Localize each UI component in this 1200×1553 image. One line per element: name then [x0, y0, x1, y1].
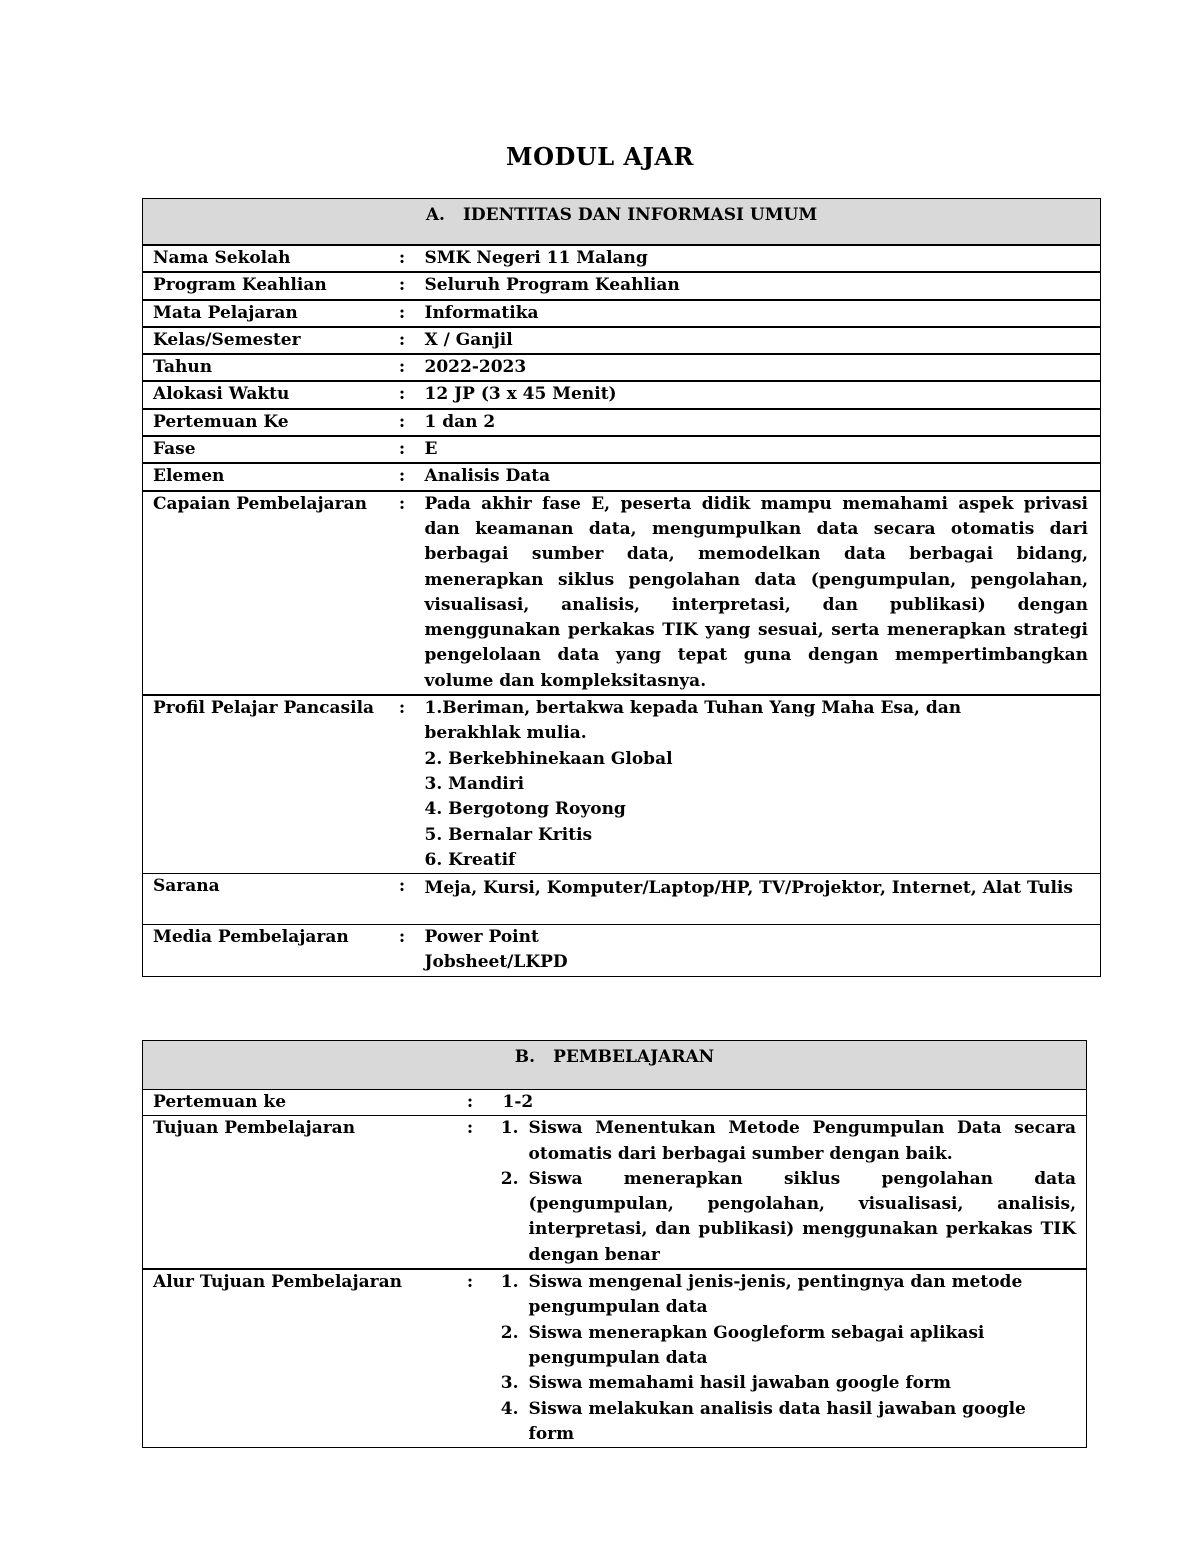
identity-row	[143, 409, 1101, 436]
list-item	[483, 1371, 1077, 1396]
tujuan-label: Tujuan Pembelajaran	[143, 1116, 458, 1269]
document-title: MODUL AJAR	[506, 142, 694, 171]
identity-row	[143, 436, 1101, 463]
list-item-number: 1.	[500, 1118, 519, 1139]
tujuan-row	[143, 1116, 1087, 1269]
identity-row	[143, 354, 1101, 381]
identity-value: Seluruh Program Keahlian	[415, 272, 1101, 299]
section-b-heading: PEMBELAJARAN	[553, 1047, 715, 1067]
colon: :	[390, 300, 415, 327]
section-a-header	[143, 199, 1101, 246]
list-item-number: 1.	[500, 1272, 519, 1293]
media-row	[143, 925, 1101, 977]
list-item-text: Siswa melakukan analisis data hasil jawaban google form	[528, 1398, 1026, 1444]
section-b-header	[143, 1041, 1087, 1090]
identity-row	[143, 463, 1101, 490]
colon: :	[390, 409, 415, 436]
profil-item: berakhlak mulia.	[424, 723, 587, 744]
identity-label: Mata Pelajaran	[143, 300, 390, 327]
section-b-letter: B.	[514, 1047, 536, 1067]
identity-value: SMK Negeri 11 Malang	[415, 245, 1101, 272]
identity-value: 1 dan 2	[415, 409, 1101, 436]
identity-label: Elemen	[143, 463, 390, 490]
colon: :	[458, 1269, 483, 1448]
media-item: Power Point	[424, 927, 539, 948]
identity-value: E	[415, 436, 1101, 463]
sarana-label: Sarana	[143, 874, 390, 925]
identity-label: Nama Sekolah	[143, 245, 390, 272]
capaian-value: Pada akhir fase E, peserta didik mampu memahami aspek privasi dan keamanan data, mengumpulkan data secara otomatis dari berbagai sumber data, memodelkan data berbagai bidang, menerapkan siklus pengolahan data (pengumpulan, pengolahan, visualisasi, analisis, interpretasi, dan publikasi) dengan menggunakan perkakas TIK yang sesuai, serta menerapkan strategi pengelolaan data yang tepat guna dengan mempertimbangkan volume dan kompleksitasnya.	[415, 491, 1101, 695]
tujuan-list	[483, 1116, 1077, 1268]
pertemuan-number: 1-2	[502, 1092, 534, 1112]
list-item	[483, 1321, 1077, 1372]
colon: :	[390, 381, 415, 408]
section-a-letter: A.	[425, 205, 445, 225]
identity-row	[143, 327, 1101, 354]
identity-label: Tahun	[143, 354, 390, 381]
identity-value: 2022-2023	[415, 354, 1101, 381]
list-item	[483, 1397, 1077, 1448]
list-item-number: 3.	[500, 1373, 519, 1394]
profil-item: 5. Bernalar Kritis	[424, 824, 593, 845]
identity-table	[142, 198, 1101, 977]
media-label: Media Pembelajaran	[143, 925, 390, 977]
learning-table	[142, 1040, 1087, 1448]
colon: :	[458, 1116, 483, 1269]
colon: :	[390, 327, 415, 354]
identity-value: Informatika	[415, 300, 1101, 327]
list-item-text: Siswa memahami hasil jawaban google form	[528, 1373, 951, 1394]
capaian-row	[143, 491, 1101, 695]
list-item-text: Siswa menerapkan Googleform sebagai aplikasi pengumpulan data	[528, 1322, 985, 1368]
capaian-label: Capaian Pembelajaran	[143, 491, 390, 695]
identity-label: Kelas/Semester	[143, 327, 390, 354]
profil-item: 1.Beriman, bertakwa kepada Tuhan Yang Maha Esa, dan	[424, 698, 962, 719]
identity-label: Pertemuan Ke	[143, 409, 390, 436]
section-a-heading: IDENTITAS DAN INFORMASI UMUM	[462, 205, 818, 225]
list-item-text: Siswa Menentukan Metode Pengumpulan Data secara otomatis dari berbagai sumber dengan baik.	[528, 1118, 1076, 1164]
list-item	[483, 1116, 1077, 1167]
identity-label: Program Keahlian	[143, 272, 390, 299]
media-list	[415, 925, 1101, 977]
sarana-row	[143, 874, 1101, 925]
identity-row	[143, 245, 1101, 272]
profil-list	[415, 695, 1101, 874]
list-item	[483, 1167, 1077, 1268]
media-item: Jobsheet/LKPD	[424, 952, 568, 973]
list-item	[483, 1270, 1077, 1321]
list-item-number: 2.	[500, 1322, 519, 1343]
list-item-text: Siswa menerapkan siklus pengolahan data (pengumpulan, pengolahan, visualisasi, analisis, interpretasi, dan publikasi) menggunakan perkakas TIK dengan benar	[528, 1168, 1076, 1265]
colon: :	[390, 436, 415, 463]
pertemuan-value	[483, 1090, 1087, 1116]
identity-row	[143, 381, 1101, 408]
colon: :	[390, 463, 415, 490]
alur-row	[143, 1269, 1087, 1448]
identity-value: Analisis Data	[415, 463, 1101, 490]
colon: :	[390, 245, 415, 272]
identity-value: 12 JP (3 x 45 Menit)	[415, 381, 1101, 408]
pertemuan-label: Pertemuan ke	[143, 1090, 458, 1116]
identity-value: X / Ganjil	[415, 327, 1101, 354]
colon: :	[458, 1090, 483, 1116]
identity-row	[143, 300, 1101, 327]
list-item-text: Siswa mengenal jenis-jenis, pentingnya dan metode pengumpulan data	[528, 1272, 1023, 1318]
identity-label: Alokasi Waktu	[143, 381, 390, 408]
profil-item: 4. Bergotong Royong	[424, 799, 626, 820]
alur-list	[483, 1270, 1077, 1447]
pertemuan-row	[143, 1090, 1087, 1116]
profil-item: 3. Mandiri	[424, 773, 525, 794]
identity-label: Fase	[143, 436, 390, 463]
sarana-value: Meja, Kursi, Komputer/Laptop/HP, TV/Projektor, Internet, Alat Tulis	[415, 874, 1101, 925]
identity-row	[143, 272, 1101, 299]
alur-label: Alur Tujuan Pembelajaran	[143, 1269, 458, 1448]
colon: :	[390, 354, 415, 381]
colon: :	[390, 491, 415, 695]
profil-item: 6. Kreatif	[424, 849, 516, 870]
list-item-number: 4.	[500, 1398, 519, 1419]
colon: :	[390, 874, 415, 925]
profil-item: 2. Berkebhinekaan Global	[424, 748, 673, 769]
colon: :	[390, 925, 415, 977]
profil-label: Profil Pelajar Pancasila	[143, 695, 390, 874]
list-item-number: 2.	[500, 1168, 519, 1189]
profil-row	[143, 695, 1101, 874]
colon: :	[390, 695, 415, 874]
colon: :	[390, 272, 415, 299]
